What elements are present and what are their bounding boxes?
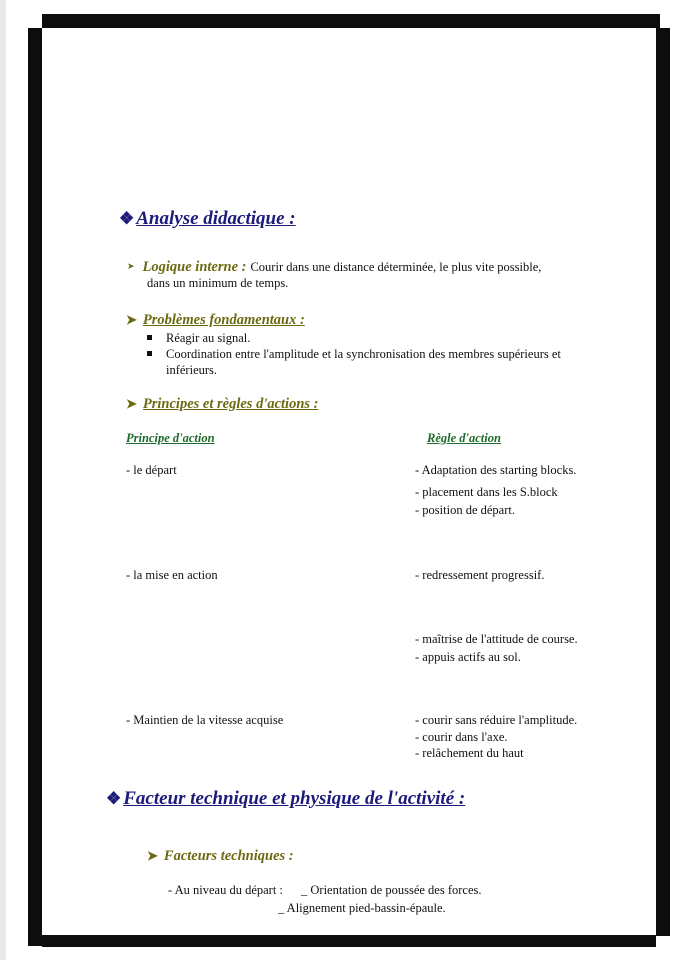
logique-interne-label: Logique interne : xyxy=(142,259,247,275)
depart-label: - Au niveau du départ : xyxy=(168,883,283,897)
regle-item: - relâchement du haut xyxy=(415,746,524,760)
principe-mise-en-action: - la mise en action xyxy=(126,568,218,582)
col-header-principe: Principe d'action xyxy=(126,431,215,445)
principes-heading xyxy=(126,396,319,413)
probleme-item-text: Réagir au signal. xyxy=(166,331,251,345)
regle-item: - Adaptation des starting blocks. xyxy=(415,463,577,477)
principes-label: Principes et règles d'actions : xyxy=(142,396,319,412)
probleme-item-2-cont: inférieurs. xyxy=(166,363,218,377)
facteurs-label: Facteurs techniques : xyxy=(163,848,294,864)
logique-interne-line xyxy=(127,258,541,276)
section-title-analyse xyxy=(119,208,296,230)
probleme-item-2 xyxy=(147,347,561,362)
section-title-facteur xyxy=(106,788,465,810)
regle-item: - maîtrise de l'attitude de course. xyxy=(415,632,578,646)
section-title-text: Analyse didactique : xyxy=(136,208,296,229)
page-frame-bottom xyxy=(42,935,656,947)
logique-interne-text-2: dans un minimum de temps. xyxy=(147,276,289,290)
facteur-item: _ Orientation de poussée des forces. xyxy=(301,883,482,897)
problemes-label: Problèmes fondamentaux : xyxy=(142,312,305,328)
problemes-heading xyxy=(126,312,305,329)
principe-depart: - le départ xyxy=(126,463,177,477)
square-bullet-icon xyxy=(147,351,152,356)
col-header-regle: Règle d'action xyxy=(427,431,501,445)
regle-item: - courir sans réduire l'amplitude. xyxy=(415,713,578,727)
regle-item: - redressement progressif. xyxy=(415,568,545,582)
diamond-bullet-icon: ❖ xyxy=(119,209,135,228)
page-frame-right xyxy=(656,28,670,936)
probleme-item-1 xyxy=(147,331,250,346)
probleme-item-text: Coordination entre l'amplitude et la synchronisation des membres supérieurs et xyxy=(166,347,561,361)
arrow-bullet-icon: ➤ xyxy=(126,396,137,411)
facteurs-techniques-heading xyxy=(147,848,294,865)
regle-item: - courir dans l'axe. xyxy=(415,730,508,744)
regle-item: - position de départ. xyxy=(415,503,515,517)
principe-maintien-vitesse: - Maintien de la vitesse acquise xyxy=(126,713,284,727)
page-frame-left xyxy=(28,28,42,946)
facteur-item: _ Alignement pied-bassin-épaule. xyxy=(278,901,446,915)
page-shadow xyxy=(0,0,6,960)
arrow-bullet-icon: ➤ xyxy=(147,848,158,863)
section-title-text: Facteur technique et physique de l'activité : xyxy=(123,788,466,809)
regle-item: - placement dans les S.block xyxy=(415,485,558,499)
square-bullet-icon xyxy=(147,335,152,340)
page-frame-top xyxy=(42,14,660,28)
logique-interne-text: Courir dans une distance déterminée, le plus vite possible, xyxy=(250,260,542,274)
diamond-bullet-icon: ❖ xyxy=(106,789,122,808)
regle-item: - appuis actifs au sol. xyxy=(415,650,521,664)
arrow-bullet-icon: ➤ xyxy=(126,312,137,327)
arrow-bullet-icon: ➤ xyxy=(127,261,135,271)
